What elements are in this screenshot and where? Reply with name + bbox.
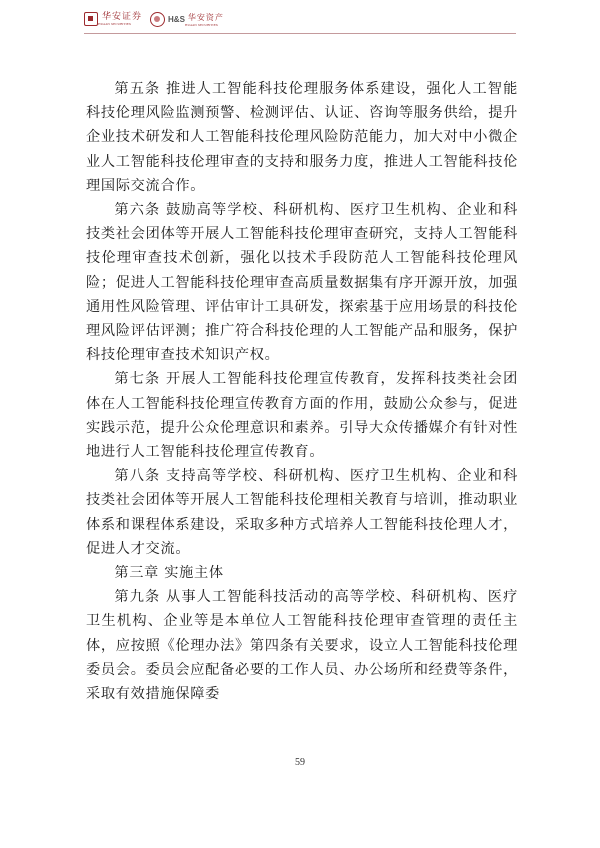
page-number: 59	[295, 757, 305, 768]
document-body	[86, 77, 518, 706]
hs-logo-text-block	[185, 12, 224, 27]
article-6-paragraph: 第六条 鼓励高等学校、科研机构、医疗卫生机构、企业和科技类社会团体等开展人工智能科技伦理审查研究，支持人工智能科技伦理审查技术创新，强化以技术手段防范人工智能科技伦理风险；促进人工智能科技伦理审查高质量数据集有序开源开放，加强通用性风险管理、评估审计工具研发，探索基于应用场景的科技伦理风险评估评测；推广符合科技伦理的人工智能产品和服务，保护科技伦理审查技术知识产权。	[86, 202, 518, 364]
article-7-paragraph: 第七条 开展人工智能科技伦理宣传教育，发挥科技类社会团体在人工智能科技伦理宣传教育方面的作用，鼓励公众参与，促进实践示范，提升公众伦理意识和素养。引导大众传播媒介有针对性地进行人工智能科技伦理宣传教育。	[86, 371, 518, 461]
article-8-paragraph: 第八条 支持高等学校、科研机构、医疗卫生机构、企业和科技类社会团体等开展人工智能科技伦理相关教育与培训，推动职业体系和课程体系建设，采取多种方式培养人工智能科技伦理人才，促进人才交流。	[86, 468, 518, 557]
hs-logo-icon	[150, 12, 165, 27]
article-9-paragraph: 第九条 从事人工智能科技活动的高等学校、科研机构、医疗卫生机构、企业等是本单位人工智能科技伦理审查管理的责任主体，应按照《伦理办法》第四条有关要求，设立人工智能科技伦理委员会。委员会应配备必要的工作人员、办公场所和经费等条件，采取有效措施保障委	[86, 589, 518, 703]
header-divider	[84, 33, 516, 34]
hs-logo	[150, 12, 224, 27]
hs-logo-subtext: HUAAN SECURITIES	[184, 22, 218, 27]
page-header	[84, 6, 224, 32]
huaan-securities-logo	[84, 12, 142, 26]
huaan-logo-text-block	[98, 12, 142, 26]
huaan-logo-icon	[84, 12, 98, 26]
huaan-logo-text: 华安证券	[102, 12, 143, 22]
article-5-paragraph: 第五条 推进人工智能科技伦理服务体系建设，强化人工智能科技伦理风险监测预警、检测评估、认证、咨询等服务供给，提升企业技术研发和人工智能科技伦理风险防范能力，加大对中小微企业人工智能科技伦理审查的支持和服务力度，推进人工智能科技伦理国际交流合作。	[86, 81, 518, 194]
hs-logo-text: 华安资产	[187, 12, 224, 22]
hs-logo-brand: H&S	[168, 14, 185, 24]
chapter-3-heading: 第三章 实施主体	[114, 565, 224, 582]
huaan-logo-subtext: HUAAN SECURITIES	[98, 22, 131, 26]
